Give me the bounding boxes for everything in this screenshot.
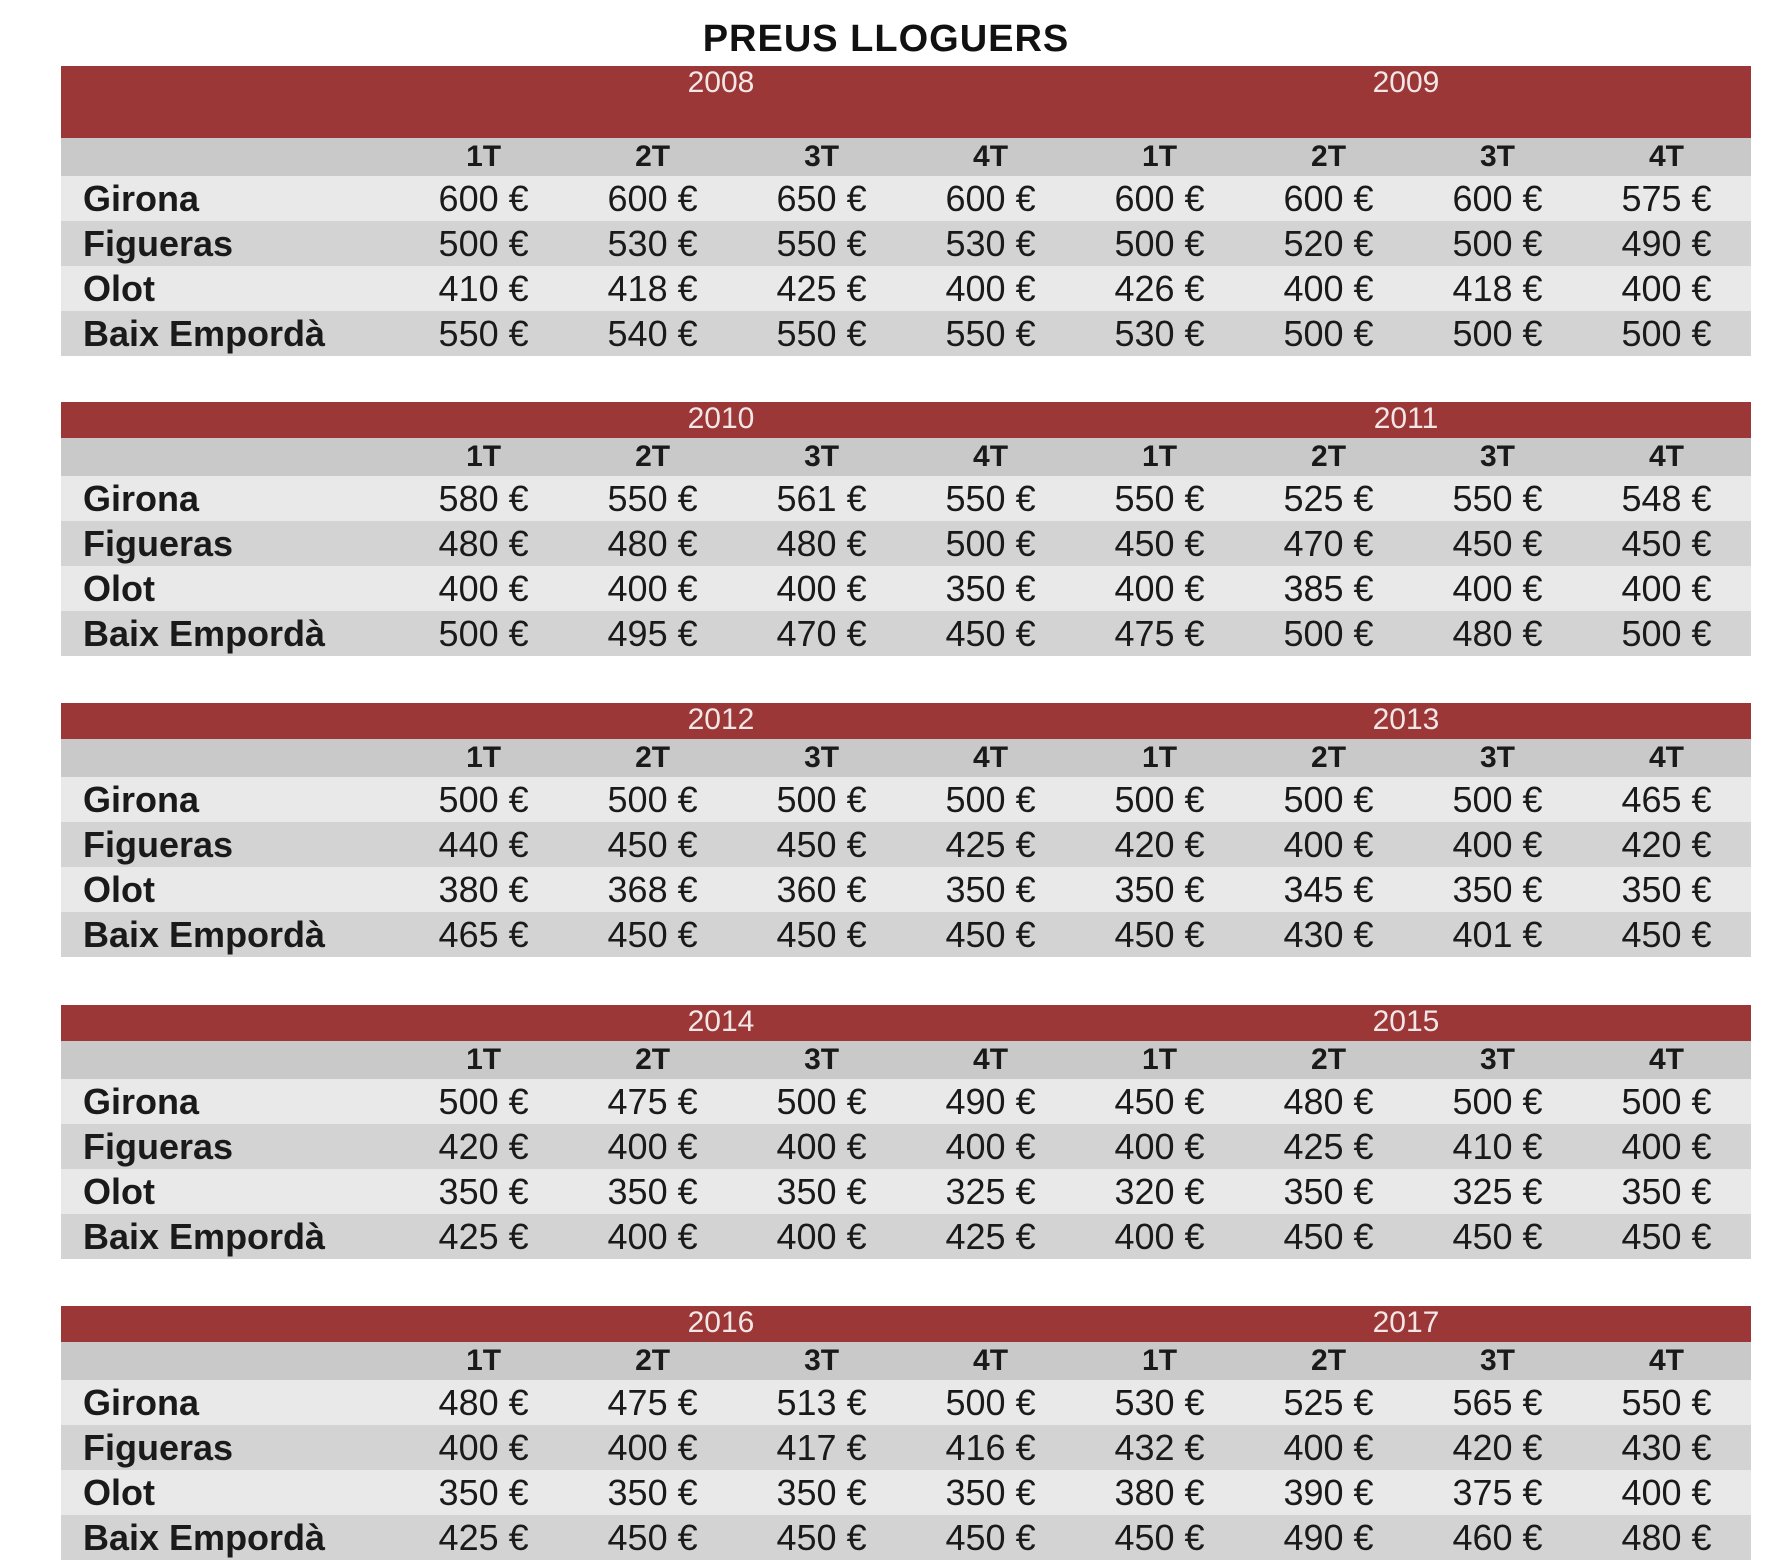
year-label: 2010 <box>687 402 755 435</box>
price-cell: 470 € <box>776 612 867 654</box>
price-cell: 550 € <box>1114 477 1205 519</box>
year-label: 2014 <box>687 1005 755 1038</box>
price-cell: 416 € <box>945 1426 1036 1468</box>
price-cell: 480 € <box>1283 1080 1374 1122</box>
table-row <box>61 1079 1751 1124</box>
price-cell: 530 € <box>1114 312 1205 354</box>
price-cell: 350 € <box>1114 868 1205 910</box>
year-header-bar <box>61 402 1751 438</box>
price-cell: 465 € <box>1621 778 1712 820</box>
price-cell: 550 € <box>776 312 867 354</box>
price-cell: 550 € <box>945 477 1036 519</box>
price-cell: 400 € <box>438 567 529 609</box>
price-cell: 400 € <box>1621 1125 1712 1167</box>
price-cell: 420 € <box>438 1125 529 1167</box>
price-cell: 410 € <box>1452 1125 1543 1167</box>
price-cell: 500 € <box>1283 612 1374 654</box>
quarter-header-row <box>61 438 1751 476</box>
quarter-header: 4T <box>973 140 1009 173</box>
price-cell: 520 € <box>1283 222 1374 264</box>
quarter-header: 1T <box>1142 1344 1178 1377</box>
price-cell: 350 € <box>438 1170 529 1212</box>
price-cell: 350 € <box>945 567 1036 609</box>
quarter-header: 2T <box>635 440 671 473</box>
table-row <box>61 611 1751 656</box>
price-cell: 600 € <box>1452 177 1543 219</box>
quarter-header: 4T <box>973 1344 1009 1377</box>
price-cell: 420 € <box>1621 823 1712 865</box>
quarter-header: 4T <box>1648 140 1684 173</box>
price-cell: 400 € <box>1114 1215 1205 1257</box>
quarter-header: 1T <box>466 140 502 173</box>
price-cell: 500 € <box>945 522 1036 564</box>
price-cell: 500 € <box>1452 1080 1543 1122</box>
price-cell: 500 € <box>1621 312 1712 354</box>
price-cell: 500 € <box>438 778 529 820</box>
quarter-header: 4T <box>973 440 1009 473</box>
price-cell: 400 € <box>607 1125 698 1167</box>
price-cell: 350 € <box>1283 1170 1374 1212</box>
price-cell: 450 € <box>1114 913 1205 955</box>
quarter-header: 2T <box>1311 1043 1347 1076</box>
year-block <box>61 703 1751 957</box>
price-cell: 350 € <box>776 1170 867 1212</box>
quarter-header: 1T <box>466 440 502 473</box>
price-cell: 530 € <box>607 222 698 264</box>
quarter-header: 1T <box>1142 1043 1178 1076</box>
price-cell: 325 € <box>945 1170 1036 1212</box>
quarter-header: 3T <box>804 1043 840 1076</box>
price-cell: 401 € <box>1452 913 1543 955</box>
quarter-header: 2T <box>635 741 671 774</box>
price-cell: 525 € <box>1283 477 1374 519</box>
price-cell: 500 € <box>438 1080 529 1122</box>
price-cell: 450 € <box>607 1516 698 1558</box>
price-cell: 350 € <box>1621 1170 1712 1212</box>
city-label: Figueras <box>83 823 234 865</box>
table-row <box>61 566 1751 611</box>
price-cell: 350 € <box>945 868 1036 910</box>
table-row <box>61 1169 1751 1214</box>
quarter-header: 3T <box>804 1344 840 1377</box>
price-cell: 430 € <box>1283 913 1374 955</box>
year-header-bar <box>61 66 1751 138</box>
price-cell: 380 € <box>1114 1471 1205 1513</box>
price-cell: 450 € <box>1114 1080 1205 1122</box>
year-header-bar <box>61 703 1751 739</box>
price-cell: 425 € <box>438 1215 529 1257</box>
quarter-header: 4T <box>1648 440 1684 473</box>
city-label: Figueras <box>83 222 234 264</box>
page-title: PREUS LLOGUERS <box>702 18 1070 60</box>
price-cell: 400 € <box>1621 1471 1712 1513</box>
price-cell: 375 € <box>1452 1471 1543 1513</box>
city-label: Girona <box>83 778 200 820</box>
price-cell: 417 € <box>776 1426 867 1468</box>
quarter-header: 2T <box>1311 1344 1347 1377</box>
price-cell: 450 € <box>1114 522 1205 564</box>
table-row <box>61 521 1751 566</box>
city-label: Olot <box>83 1471 155 1513</box>
price-cell: 600 € <box>945 177 1036 219</box>
price-cell: 385 € <box>1283 567 1374 609</box>
table-row <box>61 266 1751 311</box>
price-cell: 475 € <box>1114 612 1205 654</box>
quarter-header: 3T <box>1480 1344 1516 1377</box>
price-cell: 470 € <box>1283 522 1374 564</box>
price-cell: 320 € <box>1114 1170 1205 1212</box>
price-cell: 480 € <box>607 522 698 564</box>
quarter-header: 2T <box>1311 440 1347 473</box>
table-row <box>61 1515 1751 1560</box>
quarter-header: 3T <box>1480 1043 1516 1076</box>
price-cell: 475 € <box>607 1080 698 1122</box>
price-cell: 450 € <box>1283 1215 1374 1257</box>
price-cell: 575 € <box>1621 177 1712 219</box>
city-label: Baix Empordà <box>83 612 326 654</box>
price-cell: 490 € <box>1621 222 1712 264</box>
price-cell: 350 € <box>1621 868 1712 910</box>
price-cell: 418 € <box>1452 267 1543 309</box>
price-cell: 550 € <box>607 477 698 519</box>
price-cell: 500 € <box>1114 778 1205 820</box>
price-cell: 450 € <box>1621 522 1712 564</box>
price-cell: 450 € <box>945 612 1036 654</box>
price-cell: 350 € <box>607 1471 698 1513</box>
price-cell: 450 € <box>945 913 1036 955</box>
quarter-header: 2T <box>635 1043 671 1076</box>
year-block <box>61 66 1751 356</box>
quarter-header: 3T <box>1480 741 1516 774</box>
price-cell: 350 € <box>607 1170 698 1212</box>
price-cell: 400 € <box>607 1426 698 1468</box>
quarter-header: 4T <box>973 1043 1009 1076</box>
price-cell: 480 € <box>776 522 867 564</box>
price-cell: 500 € <box>776 1080 867 1122</box>
table-row <box>61 176 1751 221</box>
price-cell: 561 € <box>776 477 867 519</box>
price-cell: 400 € <box>607 1215 698 1257</box>
price-cell: 350 € <box>945 1471 1036 1513</box>
price-cell: 500 € <box>438 612 529 654</box>
quarter-header: 1T <box>1142 741 1178 774</box>
price-cell: 480 € <box>438 522 529 564</box>
price-cell: 400 € <box>1283 823 1374 865</box>
price-cell: 450 € <box>607 913 698 955</box>
price-cell: 390 € <box>1283 1471 1374 1513</box>
price-cell: 500 € <box>776 778 867 820</box>
price-cell: 400 € <box>776 567 867 609</box>
table-row <box>61 1214 1751 1259</box>
price-cell: 420 € <box>1114 823 1205 865</box>
price-cell: 465 € <box>438 913 529 955</box>
quarter-header: 1T <box>1142 440 1178 473</box>
price-cell: 490 € <box>945 1080 1036 1122</box>
city-label: Olot <box>83 267 155 309</box>
price-cell: 345 € <box>1283 868 1374 910</box>
price-cell: 500 € <box>1114 222 1205 264</box>
price-cell: 400 € <box>1621 567 1712 609</box>
price-cell: 500 € <box>1283 778 1374 820</box>
year-block <box>61 1306 1751 1560</box>
quarter-header-row <box>61 1342 1751 1380</box>
year-header-bar <box>61 1306 1751 1342</box>
table-row <box>61 867 1751 912</box>
year-label: 2011 <box>1373 402 1439 435</box>
table-row <box>61 822 1751 867</box>
city-label: Baix Empordà <box>83 312 326 354</box>
price-cell: 550 € <box>776 222 867 264</box>
year-label: 2008 <box>687 66 755 99</box>
price-cell: 550 € <box>438 312 529 354</box>
price-cell: 550 € <box>945 312 1036 354</box>
year-label: 2009 <box>1372 66 1440 99</box>
price-cell: 400 € <box>945 1125 1036 1167</box>
price-cell: 400 € <box>438 1426 529 1468</box>
quarter-header: 3T <box>804 440 840 473</box>
price-cell: 425 € <box>1283 1125 1374 1167</box>
price-cell: 475 € <box>607 1381 698 1423</box>
price-cell: 410 € <box>438 267 529 309</box>
price-cell: 400 € <box>1283 267 1374 309</box>
price-cell: 548 € <box>1621 477 1712 519</box>
price-cell: 650 € <box>776 177 867 219</box>
year-label: 2015 <box>1372 1005 1440 1038</box>
price-cell: 360 € <box>776 868 867 910</box>
year-block <box>61 1005 1751 1259</box>
price-cell: 425 € <box>438 1516 529 1558</box>
price-cell: 600 € <box>1283 177 1374 219</box>
price-cell: 400 € <box>1114 1125 1205 1167</box>
price-cell: 440 € <box>438 823 529 865</box>
price-cell: 450 € <box>776 823 867 865</box>
quarter-header: 4T <box>1648 1043 1684 1076</box>
price-cell: 513 € <box>776 1381 867 1423</box>
city-label: Figueras <box>83 522 234 564</box>
table-row <box>61 221 1751 266</box>
price-cell: 425 € <box>945 1215 1036 1257</box>
city-label: Girona <box>83 177 200 219</box>
quarter-header: 3T <box>1480 440 1516 473</box>
price-cell: 432 € <box>1114 1426 1205 1468</box>
price-cell: 400 € <box>776 1125 867 1167</box>
price-cell: 368 € <box>607 868 698 910</box>
price-cell: 550 € <box>1621 1381 1712 1423</box>
city-label: Figueras <box>83 1426 234 1468</box>
price-cell: 500 € <box>438 222 529 264</box>
price-cell: 350 € <box>776 1471 867 1513</box>
price-cell: 450 € <box>1621 913 1712 955</box>
price-cell: 426 € <box>1114 267 1205 309</box>
price-cell: 530 € <box>1114 1381 1205 1423</box>
price-cell: 450 € <box>1452 1215 1543 1257</box>
price-cell: 400 € <box>1621 267 1712 309</box>
price-cell: 400 € <box>776 1215 867 1257</box>
price-cell: 400 € <box>1283 1426 1374 1468</box>
price-cell: 550 € <box>1452 477 1543 519</box>
price-cell: 600 € <box>438 177 529 219</box>
quarter-header-row <box>61 138 1751 176</box>
table-row <box>61 1124 1751 1169</box>
price-cell: 480 € <box>1621 1516 1712 1558</box>
price-cell: 425 € <box>776 267 867 309</box>
year-label: 2012 <box>687 703 755 736</box>
price-cell: 450 € <box>1621 1215 1712 1257</box>
price-cell: 450 € <box>1114 1516 1205 1558</box>
city-label: Baix Empordà <box>83 1215 326 1257</box>
price-cell: 480 € <box>1452 612 1543 654</box>
table-row <box>61 1380 1751 1425</box>
price-cell: 380 € <box>438 868 529 910</box>
city-label: Girona <box>83 1080 200 1122</box>
price-cell: 400 € <box>1452 567 1543 609</box>
price-cell: 400 € <box>1452 823 1543 865</box>
price-cell: 350 € <box>1452 868 1543 910</box>
quarter-header: 4T <box>1648 741 1684 774</box>
table-row <box>61 912 1751 957</box>
city-label: Figueras <box>83 1125 234 1167</box>
year-label: 2016 <box>687 1306 755 1339</box>
quarter-header: 1T <box>466 741 502 774</box>
price-cell: 350 € <box>438 1471 529 1513</box>
price-cell: 580 € <box>438 477 529 519</box>
quarter-header: 1T <box>466 1043 502 1076</box>
price-cell: 325 € <box>1452 1170 1543 1212</box>
price-cell: 565 € <box>1452 1381 1543 1423</box>
price-cell: 430 € <box>1621 1426 1712 1468</box>
price-cell: 480 € <box>438 1381 529 1423</box>
price-cell: 400 € <box>945 267 1036 309</box>
price-cell: 450 € <box>607 823 698 865</box>
price-cell: 460 € <box>1452 1516 1543 1558</box>
price-cell: 500 € <box>1452 222 1543 264</box>
table-row <box>61 777 1751 822</box>
price-cell: 420 € <box>1452 1426 1543 1468</box>
table-row <box>61 1425 1751 1470</box>
price-cell: 500 € <box>945 778 1036 820</box>
price-cell: 450 € <box>945 1516 1036 1558</box>
quarter-header: 1T <box>1142 140 1178 173</box>
price-cell: 500 € <box>1452 312 1543 354</box>
table-row <box>61 476 1751 521</box>
price-cell: 400 € <box>607 567 698 609</box>
city-label: Girona <box>83 477 200 519</box>
price-cell: 450 € <box>776 1516 867 1558</box>
price-cell: 500 € <box>1452 778 1543 820</box>
price-cell: 450 € <box>1452 522 1543 564</box>
quarter-header-row <box>61 739 1751 777</box>
quarter-header: 2T <box>1311 741 1347 774</box>
price-cell: 425 € <box>945 823 1036 865</box>
price-cell: 500 € <box>1621 1080 1712 1122</box>
price-cell: 418 € <box>607 267 698 309</box>
quarter-header: 4T <box>973 741 1009 774</box>
year-header-bar <box>61 1005 1751 1041</box>
quarter-header: 2T <box>1311 140 1347 173</box>
price-cell: 500 € <box>1283 312 1374 354</box>
price-cell: 495 € <box>607 612 698 654</box>
quarter-header-row <box>61 1041 1751 1079</box>
price-cell: 500 € <box>607 778 698 820</box>
price-cell: 600 € <box>1114 177 1205 219</box>
price-cell: 500 € <box>945 1381 1036 1423</box>
quarter-header: 2T <box>635 140 671 173</box>
price-cell: 490 € <box>1283 1516 1374 1558</box>
price-cell: 450 € <box>776 913 867 955</box>
quarter-header: 4T <box>1648 1344 1684 1377</box>
quarter-header: 3T <box>1480 140 1516 173</box>
table-row <box>61 1470 1751 1515</box>
quarter-header: 1T <box>466 1344 502 1377</box>
quarter-header: 2T <box>635 1344 671 1377</box>
city-label: Girona <box>83 1381 200 1423</box>
quarter-header: 3T <box>804 741 840 774</box>
price-cell: 525 € <box>1283 1381 1374 1423</box>
price-cell: 530 € <box>945 222 1036 264</box>
city-label: Olot <box>83 868 155 910</box>
table-row <box>61 311 1751 356</box>
year-block <box>61 402 1751 656</box>
price-cell: 400 € <box>1114 567 1205 609</box>
price-cell: 540 € <box>607 312 698 354</box>
price-cell: 600 € <box>607 177 698 219</box>
year-label: 2017 <box>1372 1306 1440 1339</box>
city-label: Olot <box>83 1170 155 1212</box>
quarter-header: 3T <box>804 140 840 173</box>
year-label: 2013 <box>1372 703 1440 736</box>
city-label: Olot <box>83 567 155 609</box>
price-cell: 500 € <box>1621 612 1712 654</box>
city-label: Baix Empordà <box>83 1516 326 1558</box>
city-label: Baix Empordà <box>83 913 326 955</box>
